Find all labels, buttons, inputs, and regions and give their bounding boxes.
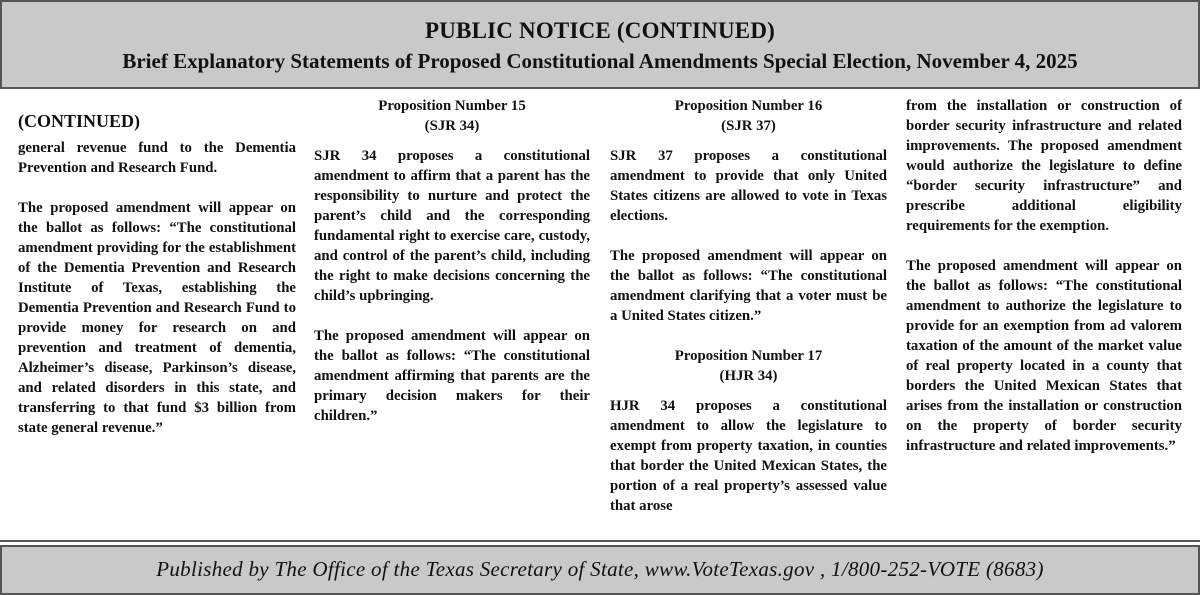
prop17-statement-continued: from the installation or construction of border security infrastructure and related improvements. The proposed amendment would authorize the legislature to define “border security infrastructure” and prescribe additional eligibility requirements for the exemption.: [906, 98, 1182, 234]
notice-title: PUBLIC NOTICE (CONTINUED): [424, 18, 776, 43]
continued-label: (CONTINUED): [18, 111, 141, 131]
prop17-heading: Proposition Number 17: [674, 348, 823, 364]
notice-subtitle: Brief Explanatory Statements of Proposed Constitutional Amendments Special Election, November 4, 2025: [122, 49, 1078, 73]
ballot-language-prop14: The proposed amendment will appear on the ballot as follows: “The constitutional amendment providing for the establishment of the Dementia Prevention and Research Institute of Texas, establishing the Dementia Prevention and Research Fund to provide money for research on and prevention and treatment of dementia, Alzheimer’s disease, Parkinson’s disease, and related disorders in this state, and transferring to that fund $3 billion from state general revenue.”: [18, 200, 296, 436]
prop17-resolution: (HJR 34): [719, 368, 778, 384]
prop15-statement: SJR 34 proposes a constitutional amendment to affirm that a parent has the responsibility to nurture and protect the parent’s child and the corresponding fundamental right to exercise care, custody, and control of the parent’s child, including the right to make decisions concerning the child’s upbringing.: [314, 148, 590, 304]
footer-divider: [0, 540, 1200, 542]
prop17-ballot-language: The proposed amendment will appear on the ballot as follows: “The constitutional amendment to authorize the legislature to provide for an exemption from ad valorem taxation of the amount of the market value of real property located in a county that borders the United Mexican States that arises from the installation or construction on the property of border security infrastructure and related improvements.”: [906, 258, 1182, 454]
column-continued: [18, 96, 296, 538]
prop16-ballot-language: The proposed amendment will appear on the ballot as follows: “The constitutional amendment clarifying that a voter must be a United States citizen.”: [610, 248, 887, 324]
prop15-heading: Proposition Number 15: [378, 98, 526, 114]
prop16-resolution: (SJR 37): [721, 118, 776, 134]
column-prop15: [314, 96, 590, 538]
prop15-resolution: (SJR 34): [424, 118, 480, 134]
prop16-heading: Proposition Number 16: [674, 98, 823, 114]
prop17-statement: HJR 34 proposes a constitutional amendment to allow the legislature to exempt from property taxation, in counties that border the United Mexican States, the portion of a real property’s assessed value that arose: [610, 398, 887, 514]
column-prop17-continued: [906, 96, 1182, 538]
notice-header: [0, 0, 1200, 89]
notice-footer: Published by The Office of the Texas Secretary of State, www.VoteTexas.gov , 1/800-252-VOTE (8683): [0, 545, 1200, 595]
prop15-ballot-language: The proposed amendment will appear on the ballot as follows: “The constitutional amendment affirming that parents are the primary decision makers for their children.”: [314, 328, 590, 424]
column-prop16-17: [610, 96, 887, 538]
continued-paragraph: general revenue fund to the Dementia Prevention and Research Fund.: [18, 140, 296, 176]
prop16-statement: SJR 37 proposes a constitutional amendment to provide that only United States citizens are allowed to vote in Texas elections.: [610, 148, 887, 224]
